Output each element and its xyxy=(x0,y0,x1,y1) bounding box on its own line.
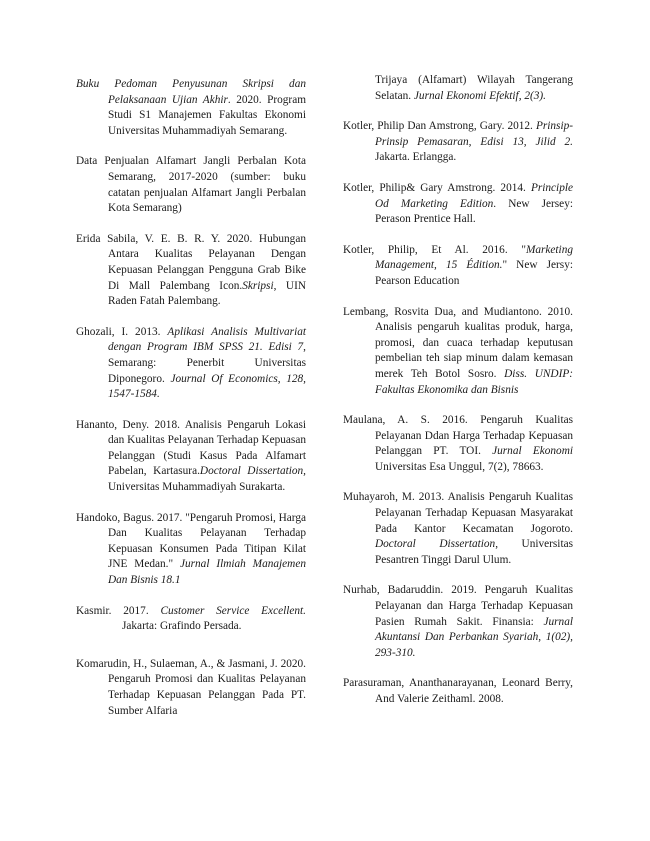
reference-italic-text: Principle Od Marketing Edition xyxy=(375,181,573,210)
reference-entry xyxy=(343,413,573,475)
reference-entry xyxy=(76,77,306,139)
reference-text: Data Penjualan Alfamart Jangli Perbalan Kota Semarang, 2017-2020 (sumber: buku catatan penjualan Alfamart Jangli Perbalan Kota Semarang) xyxy=(76,155,306,215)
reference-entry xyxy=(343,119,573,166)
reference-text: Jakarta: Grafindo Persada. xyxy=(122,620,242,633)
reference-text: Jakarta. Erlangga. xyxy=(375,151,457,164)
reference-entry xyxy=(343,181,573,228)
reference-entry xyxy=(343,73,573,104)
reference-text: Parasuraman, Ananthanarayanan, Leonard Berry, And Valerie Zeithaml. 2008. xyxy=(343,677,573,705)
reference-text: Trijaya (Alfamart) Wilayah Tangerang Selatan. xyxy=(375,74,573,102)
reference-italic-text: Jurnal Ekonomi xyxy=(492,445,573,458)
reference-entry xyxy=(343,490,573,568)
reference-entry xyxy=(343,583,573,661)
reference-entry xyxy=(76,511,306,589)
reference-entry xyxy=(76,418,306,496)
reference-text: Ghozali, I. 2013. xyxy=(76,325,168,338)
reference-entry xyxy=(343,676,573,707)
references-right-column xyxy=(343,73,573,723)
reference-italic-text: Jurnal Akuntansi Dan Perbankan Syariah, 1(02), 293-310. xyxy=(375,615,573,659)
reference-italic-text: Jurnal Ekonomi Efektif, 2(3). xyxy=(413,89,546,102)
references-left-column xyxy=(76,77,306,734)
reference-text: Erida Sabila, V. E. B. R. Y. 2020. Hubungan Antara Kualitas Pelayanan Dengan Kepuasan Pelanggan Pengguna Grab Bike Di Mall Palembang Icon. xyxy=(76,232,306,292)
reference-italic-text: Jurnal Ilmiah Manajemen Dan Bisnis 18.1 xyxy=(108,558,306,587)
reference-italic-text: Aplikasi Analisis Multivariat dengan Program IBM SPSS 21. Edisi 7 xyxy=(108,325,306,354)
reference-italic-text: Prinsip-Prinsip Pemasaran, Edisi 13, Jilid 2. xyxy=(375,120,573,148)
reference-text: Nurhab, Badaruddin. 2019. Pengaruh Kualitas Pelayanan dan Harga Terhadap Kepuasan Pasien Rumah Sakit. Finansia: xyxy=(343,584,573,628)
reference-text: Universitas Esa Unggul, 7(2), 78663. xyxy=(375,460,544,473)
reference-italic-text: Journal Of Economics, 128, 1547-1584. xyxy=(108,372,306,401)
reference-italic-text: Marketing Management, 15 Édition. xyxy=(375,243,573,272)
reference-entry xyxy=(343,243,573,290)
reference-text: Handoko, Bagus. 2017. "Pengaruh Promosi, Harga Dan Kualitas Pelayanan Terhadap Kepuasan Konsumen Pada Titipan Kilat JNE Medan." xyxy=(76,511,307,571)
reference-italic-text: Diss. UNDIP: Fakultas Ekonomika dan Bisnis xyxy=(375,367,573,396)
reference-text: " New Jersy: Pearson Education xyxy=(375,259,573,287)
reference-entry xyxy=(76,232,306,310)
reference-entry xyxy=(76,154,306,216)
reference-italic-text: Doctoral Dissertation, xyxy=(199,465,306,478)
reference-text: Kotler, Philip Dan Amstrong, Gary. 2012. xyxy=(343,120,536,133)
reference-italic-text: Customer Service Excellent. xyxy=(160,604,307,617)
reference-text: Universitas Muhammadiyah Surakarta. xyxy=(108,481,286,494)
reference-italic-text: Skripsi xyxy=(242,279,274,292)
reference-italic-text: Doctoral Dissertation xyxy=(375,538,496,551)
reference-text: . 2020. Program Studi S1 Manajemen Fakultas Ekonomi Universitas Muhammadiyah Semarang. xyxy=(108,93,306,137)
reference-text: Komarudin, H., Sulaeman, A., & Jasmani, J. 2020. Pengaruh Promosi dan Kualitas Pelayanan Terhadap Kepuasan Pelanggan Pada PT. Sumber Alfaria xyxy=(76,657,306,717)
reference-entry xyxy=(76,657,306,719)
reference-text: , UIN Raden Fatah Palembang. xyxy=(108,279,306,308)
reference-entry xyxy=(76,325,306,403)
reference-text: , Universitas Pesantren Tinggi Darul Ulum. xyxy=(375,538,573,566)
reference-text: Kotler, Philip& Gary Amstrong. 2014. xyxy=(343,181,531,194)
reference-text: Muhayaroh, M. 2013. Analisis Pengaruh Kualitas Pelayanan Terhadap Kepuasan Masyarakat Pada Kantor Kecamatan Jogoroto. xyxy=(343,491,573,535)
reference-entry xyxy=(76,604,306,635)
reference-text: Hananto, Deny. 2018. Analisis Pengaruh Lokasi dan Kualitas Pelayanan Terhadap Kepuasan Pelanggan (Studi Kasus Pada Alfamart Pabelan, Kartasura. xyxy=(76,418,306,478)
reference-text: Kotler, Philip, Et Al. 2016. " xyxy=(343,243,526,256)
reference-text: , Semarang: Penerbit Universitas Diponegoro. xyxy=(108,341,306,385)
reference-text: Kasmir. 2017. xyxy=(76,604,161,617)
reference-text: Maulana, A. S. 2016. Pengaruh Kualitas Pelayanan Ddan Harga Terhadap Kepuasan Pelanggan PT. TOI. xyxy=(343,414,573,458)
reference-entry xyxy=(343,305,573,399)
reference-text: . New Jersey: Perason Prentice Hall. xyxy=(375,197,573,226)
reference-text: Lembang, Rosvita Dua, and Mudiantono. 2010. Analisis pengaruh kualitas produk, harga, promosi, dan cuaca terhadap keputusan pembelian teh siap minum dalam kemasan merek Teh Botol Sosro. xyxy=(343,305,573,380)
reference-italic-text: Buku Pedoman Penyusunan Skripsi dan Pelaksanaan Ujian Akhir xyxy=(76,78,306,106)
